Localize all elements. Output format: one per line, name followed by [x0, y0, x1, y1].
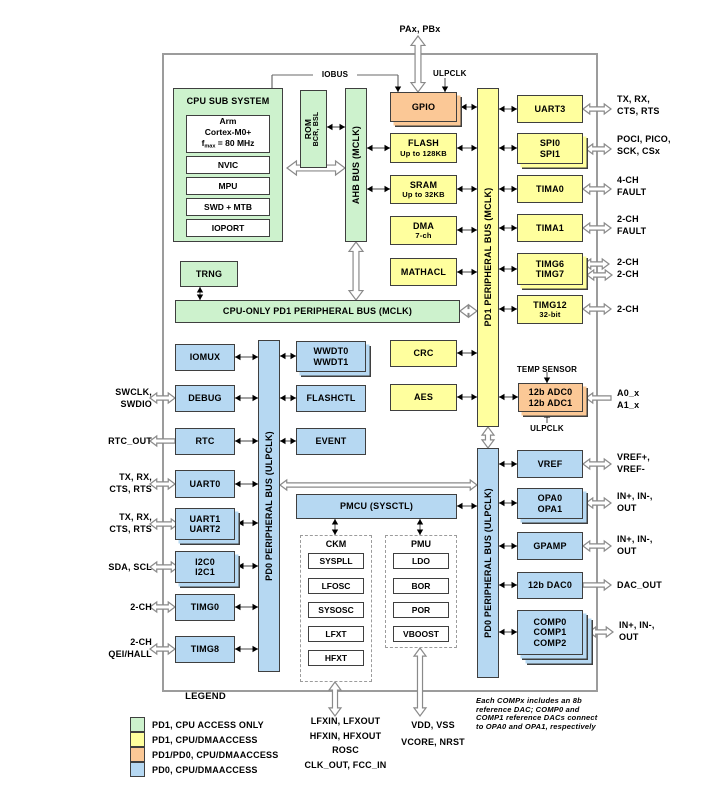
signal-swclk-swdio: SWCLK, SWDIO [115, 387, 152, 409]
uart3-block: UART3 [517, 95, 583, 123]
uart0-block: UART0 [175, 470, 235, 498]
mathacl-block: MATHACL [390, 258, 457, 286]
ulpclk-top-label: ULPCLK [433, 69, 467, 78]
mpu-label: MPU [218, 181, 238, 191]
trng-block: TRNG [180, 261, 238, 287]
debug-block: DEBUG [175, 385, 235, 412]
cpu-subsystem-title: CPU SUB SYSTEM [186, 96, 270, 106]
pmcu-block: PMCU (SYSCTL) [296, 494, 457, 519]
signal-dac-out: DAC_OUT [617, 580, 662, 590]
aes-block: AES [390, 384, 457, 411]
timg6-timg7-block: TIMG6 TIMG7 [517, 253, 583, 285]
cpu-only-bus-block: CPU-ONLY PD1 PERIPHERAL BUS (MCLK) [175, 300, 460, 323]
bor-box: BOR [393, 578, 449, 594]
por-box: POR [393, 602, 449, 618]
signal-rtc-out: RTC_OUT [108, 436, 152, 446]
dac-block: 12b DAC0 [517, 572, 583, 599]
comp-block: COMP0 COMP1 COMP2 [517, 610, 583, 655]
lfxt-box: LFXT [308, 626, 364, 642]
spi-block: SPI0 SPI1 [517, 133, 583, 164]
nvic-box [186, 156, 270, 174]
vboost-box: VBOOST [393, 626, 449, 642]
opa-block: OPA0 OPA1 [517, 488, 583, 519]
signal-tima1-pins: 2-CH FAULT [617, 214, 647, 236]
gpamp-block: GPAMP [517, 532, 583, 560]
wwdt-block: WWDT0 WWDT1 [296, 341, 366, 372]
legend-item-pd1-dma: PD1, CPU/DMAACCESS [152, 735, 258, 745]
timg12-block: TIMG12 32-bit [517, 295, 583, 324]
gpio-block: GPIO [390, 92, 457, 122]
i2c-block: I2C0 I2C1 [175, 551, 235, 583]
swd-mtb-label: SWD + MTB [204, 202, 252, 212]
pd0-bus-right-label: PD0 PERIPHERAL BUS (ULPCLK) [483, 488, 493, 638]
rtc-block: RTC [175, 428, 235, 455]
vref-block: VREF [517, 450, 583, 478]
rom-label: ROM BCR, BSL [303, 111, 320, 147]
signal-gpamp-pins: IN+, IN-, OUT [617, 534, 653, 556]
ahb-bus-label: AHB BUS (MCLK) [351, 125, 361, 205]
legend-title: LEGEND [185, 691, 226, 702]
legend-item-pd1-cpu: PD1, CPU ACCESS ONLY [152, 720, 264, 730]
signal-vref-pins: VREF+, VREF- [617, 452, 650, 474]
signal-adc-pins: A0_x A1_x [617, 388, 640, 410]
arm-line2: Cortex-M0+ [204, 126, 252, 137]
signal-timg0-ch: 2-CH [130, 602, 152, 612]
event-block: EVENT [296, 428, 366, 455]
sysosc-box: SYSOSC [308, 602, 364, 618]
pd0-bus-left-label: PD0 PERIPHERAL BUS (ULPCLK) [264, 431, 274, 581]
signal-uart0-pins: TX, RX, CTS, RTS [109, 472, 152, 494]
comp-footnote: Each COMPx includes an 8b reference DAC; COMP0 and COMP1 reference DACs connect to OPA0 and OPA1, respectively [476, 696, 598, 731]
ckm-title: CKM [325, 539, 347, 549]
signal-spi-pins: POCI, PICO, SCK, CSx [617, 134, 671, 156]
timg0-block: TIMG0 [175, 594, 235, 621]
flashctl-block: FLASHCTL [296, 385, 366, 412]
signal-timg12-pins: 2-CH [617, 304, 639, 314]
syspll-box: SYSPLL [308, 553, 364, 569]
uart1-uart2-block: UART1 UART2 [175, 508, 235, 540]
signal-uart12-pins: TX, RX, CTS, RTS [109, 512, 152, 534]
signal-ckm-pins: LFXIN, LFXOUT HFXIN, HFXOUT ROSC CLK_OUT, FCC_IN [304, 716, 387, 770]
signal-comp-pins: IN+, IN-, OUT [619, 620, 655, 642]
signal-timg67-pins: 2-CH 2-CH [617, 257, 639, 279]
legend-swatch-pd0 [130, 762, 145, 777]
legend-swatch-pd1-dma [130, 732, 145, 747]
hfxt-box: HFXT [308, 650, 364, 666]
legend-swatch-pd1-cpu [130, 717, 145, 732]
tima1-block: TIMA1 [517, 214, 583, 242]
mpu-box [186, 177, 270, 195]
swd-mtb-box [186, 198, 270, 216]
ldo-box: LDO [393, 553, 449, 569]
signal-uart3-pins: TX, RX, CTS, RTS [617, 94, 660, 116]
dma-block: DMA 7-ch [390, 216, 457, 245]
temp-sensor-label: TEMP SENSOR [516, 365, 578, 374]
adc-block: 12b ADC0 12b ADC1 [518, 383, 583, 412]
pmu-title: PMU [411, 539, 431, 549]
legend-item-pd0: PD0, CPU/DMAACCESS [152, 765, 258, 775]
arm-line1: Arm [219, 115, 237, 126]
pax-pbx-label: PAx, PBx [399, 24, 441, 34]
signal-timg8-ch: 2-CH QEI/HALL [108, 637, 152, 659]
arm-fmax: $f_{max} = 80$ MHz [201, 137, 255, 150]
pd1-bus-label: PD1 PERIPHERAL BUS (MCLK) [483, 187, 493, 327]
flash-block: FLASH Up to 128KB [390, 133, 457, 163]
ioport-box [186, 219, 270, 237]
iomux-block: IOMUX [175, 344, 235, 371]
ioport-label: IOPORT [211, 223, 245, 233]
iobus-label: IOBUS [313, 70, 357, 79]
signal-opa-pins: IN+, IN-, OUT [617, 491, 653, 513]
legend-item-pd1pd0: PD1/PD0, CPU/DMAACCESS [152, 750, 279, 760]
adc-ulpclk-label: ULPCLK [530, 424, 564, 433]
signal-tima0-pins: 4-CH FAULT [617, 175, 647, 197]
crc-block: CRC [390, 340, 457, 367]
nvic-label: NVIC [217, 160, 239, 170]
signal-sda-scl: SDA, SCL [108, 562, 152, 572]
signal-pmu-pins: VDD, VSS VCORE, NRST [401, 720, 465, 747]
timg8-block: TIMG8 [175, 636, 235, 663]
sram-block: SRAM Up to 32KB [390, 175, 457, 204]
legend-swatch-pd1pd0 [130, 747, 145, 762]
arm-core-box [186, 115, 270, 153]
lfosc-box: LFOSC [308, 578, 364, 594]
tima0-block: TIMA0 [517, 175, 583, 203]
